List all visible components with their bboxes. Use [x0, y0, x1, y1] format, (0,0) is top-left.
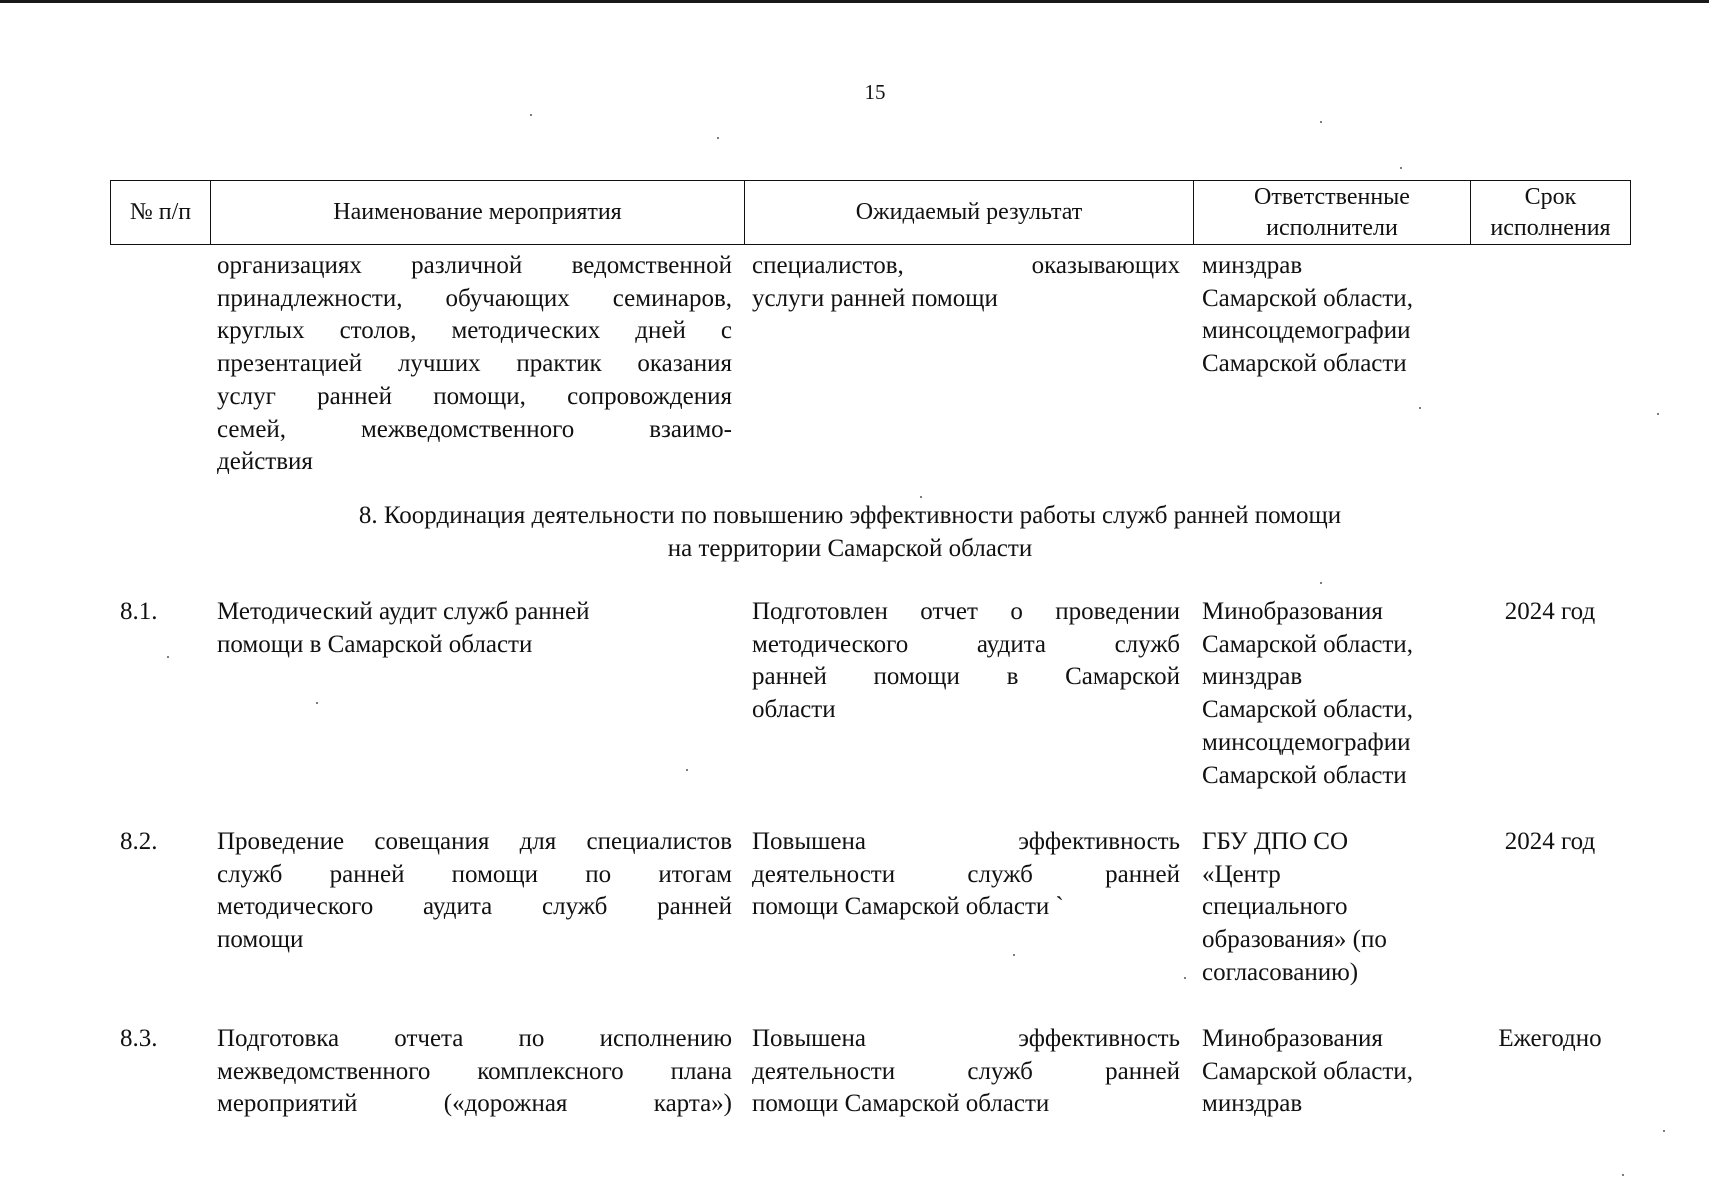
row-term: Ежегодно	[1498, 1025, 1602, 1052]
scan-speck	[530, 114, 532, 116]
scan-speck	[686, 769, 688, 771]
scan-speck	[316, 702, 318, 704]
row-responsible-line: «Центр	[1202, 860, 1281, 888]
row-result-line: Повышена эффективность	[752, 1025, 1180, 1052]
row-name	[217, 596, 732, 661]
row-responsible-line: минздрав	[1202, 663, 1303, 691]
header-responsible: Ответственные исполнители	[1193, 181, 1470, 244]
continued-result-line: специалистов, оказывающих	[752, 252, 1180, 279]
row-name-line: служб ранней помощи по итогам	[217, 860, 732, 888]
scan-speck	[920, 496, 922, 498]
page-number: 15	[864, 80, 886, 104]
row-name-line: помощи	[217, 926, 304, 954]
continued-responsible-line: Самарской области,	[1202, 284, 1413, 312]
row-responsible-line: ГБУ ДПО СО	[1202, 828, 1349, 855]
scan-speck	[167, 656, 169, 658]
scan-speck	[1400, 167, 1402, 169]
header-result: Ожидаемый результат	[744, 181, 1193, 244]
row-result-line: деятельности служб ранней	[752, 1057, 1180, 1085]
continued-result-line: услуги ранней помощи	[752, 284, 998, 312]
table-header	[110, 180, 1631, 245]
continued-row-result	[752, 250, 1180, 315]
continued-name-line: услуг ранней помощи, сопровождения	[217, 382, 732, 410]
section-title-line: 8. Координация деятельности по повышению эффективности работы служб ранней помощи	[358, 502, 1342, 529]
row-name	[217, 826, 732, 957]
continued-name-line: организациях различной ведомственной	[217, 252, 732, 279]
row-result-line: методического аудита служб	[752, 630, 1180, 658]
row-term: 2024 год	[1504, 828, 1596, 855]
row-responsible	[1202, 1023, 1472, 1121]
row-number: 8.2.	[120, 828, 158, 855]
row-responsible-line: Самарской области	[1202, 761, 1407, 789]
row-responsible-line: Минобразования	[1202, 1025, 1383, 1052]
row-result-line: Повышена эффективность	[752, 828, 1180, 855]
row-name-line: межведомственного комплексного плана	[217, 1057, 732, 1085]
row-name-line: помощи в Самарской области	[217, 630, 533, 658]
row-responsible-line: образования» (по	[1202, 926, 1387, 954]
row-result	[752, 826, 1180, 924]
row-number: 8.1.	[120, 598, 158, 625]
row-name-line: мероприятий («дорожная карта»)	[217, 1090, 732, 1118]
scan-speck	[717, 137, 719, 139]
scan-speck	[1320, 582, 1322, 584]
section-title-line: на территории Самарской области	[667, 534, 1033, 562]
continued-name-line: действия	[217, 448, 313, 476]
row-responsible	[1202, 596, 1472, 792]
continued-responsible-line: минздрав	[1202, 252, 1303, 279]
row-name-line: Методический аудит служб ранней	[217, 598, 590, 625]
row-responsible-line: специального	[1202, 893, 1348, 921]
header-name: Наименование мероприятия	[210, 181, 744, 244]
row-responsible-line: Самарской области,	[1202, 630, 1413, 658]
scan-speck	[1419, 407, 1421, 409]
scan-speck	[1657, 413, 1659, 415]
page-scan-edge	[0, 0, 1709, 3]
continued-name-line: круглых столов, методических дней с	[217, 317, 732, 345]
scan-speck	[1320, 121, 1322, 123]
row-result	[752, 1023, 1180, 1121]
row-responsible-line: согласованию)	[1202, 958, 1359, 986]
row-result-line: области	[752, 696, 836, 724]
scan-speck	[1013, 954, 1015, 956]
row-result-line: помощи Самарской области `	[752, 893, 1064, 921]
header-num: № п/п	[129, 199, 192, 225]
header-term: Срок исполнения	[1470, 181, 1630, 244]
continued-row-name	[217, 250, 732, 479]
row-result-line: деятельности служб ранней	[752, 860, 1180, 888]
row-result-line: ранней помощи в Самарской	[752, 663, 1180, 691]
row-number: 8.3.	[120, 1025, 158, 1052]
continued-name-line: презентацией лучших практик оказания	[217, 350, 732, 378]
continued-name-line: принадлежности, обучающих семинаров,	[217, 284, 732, 312]
row-responsible-line: Минобразования	[1202, 598, 1383, 625]
continued-responsible-line: минсоцдемографии	[1202, 317, 1411, 345]
row-responsible-line: Самарской области,	[1202, 696, 1413, 724]
row-name-line: Подготовка отчета по исполнению	[217, 1025, 732, 1052]
row-name-line: Проведение совещания для специалистов	[217, 828, 732, 855]
row-result-line: Подготовлен отчет о проведении	[752, 598, 1180, 625]
row-result	[752, 596, 1180, 727]
row-name	[217, 1023, 732, 1121]
scan-speck	[1663, 1130, 1665, 1132]
scan-speck	[1622, 1174, 1624, 1176]
row-result-line: помощи Самарской области	[752, 1090, 1050, 1118]
row-responsible-line: минздрав	[1202, 1090, 1303, 1118]
row-responsible-line: минсоцдемографии	[1202, 728, 1411, 756]
row-responsible	[1202, 826, 1472, 990]
row-term: 2024 год	[1504, 598, 1596, 625]
scan-speck	[1184, 977, 1186, 979]
row-responsible-line: Самарской области,	[1202, 1057, 1413, 1085]
section-title	[240, 500, 1460, 565]
row-name-line: методического аудита служб ранней	[217, 893, 732, 921]
continued-name-line: семей, межведомственного взаимо-	[217, 415, 732, 443]
continued-responsible-line: Самарской области	[1202, 350, 1407, 378]
continued-row-responsible	[1202, 250, 1472, 381]
